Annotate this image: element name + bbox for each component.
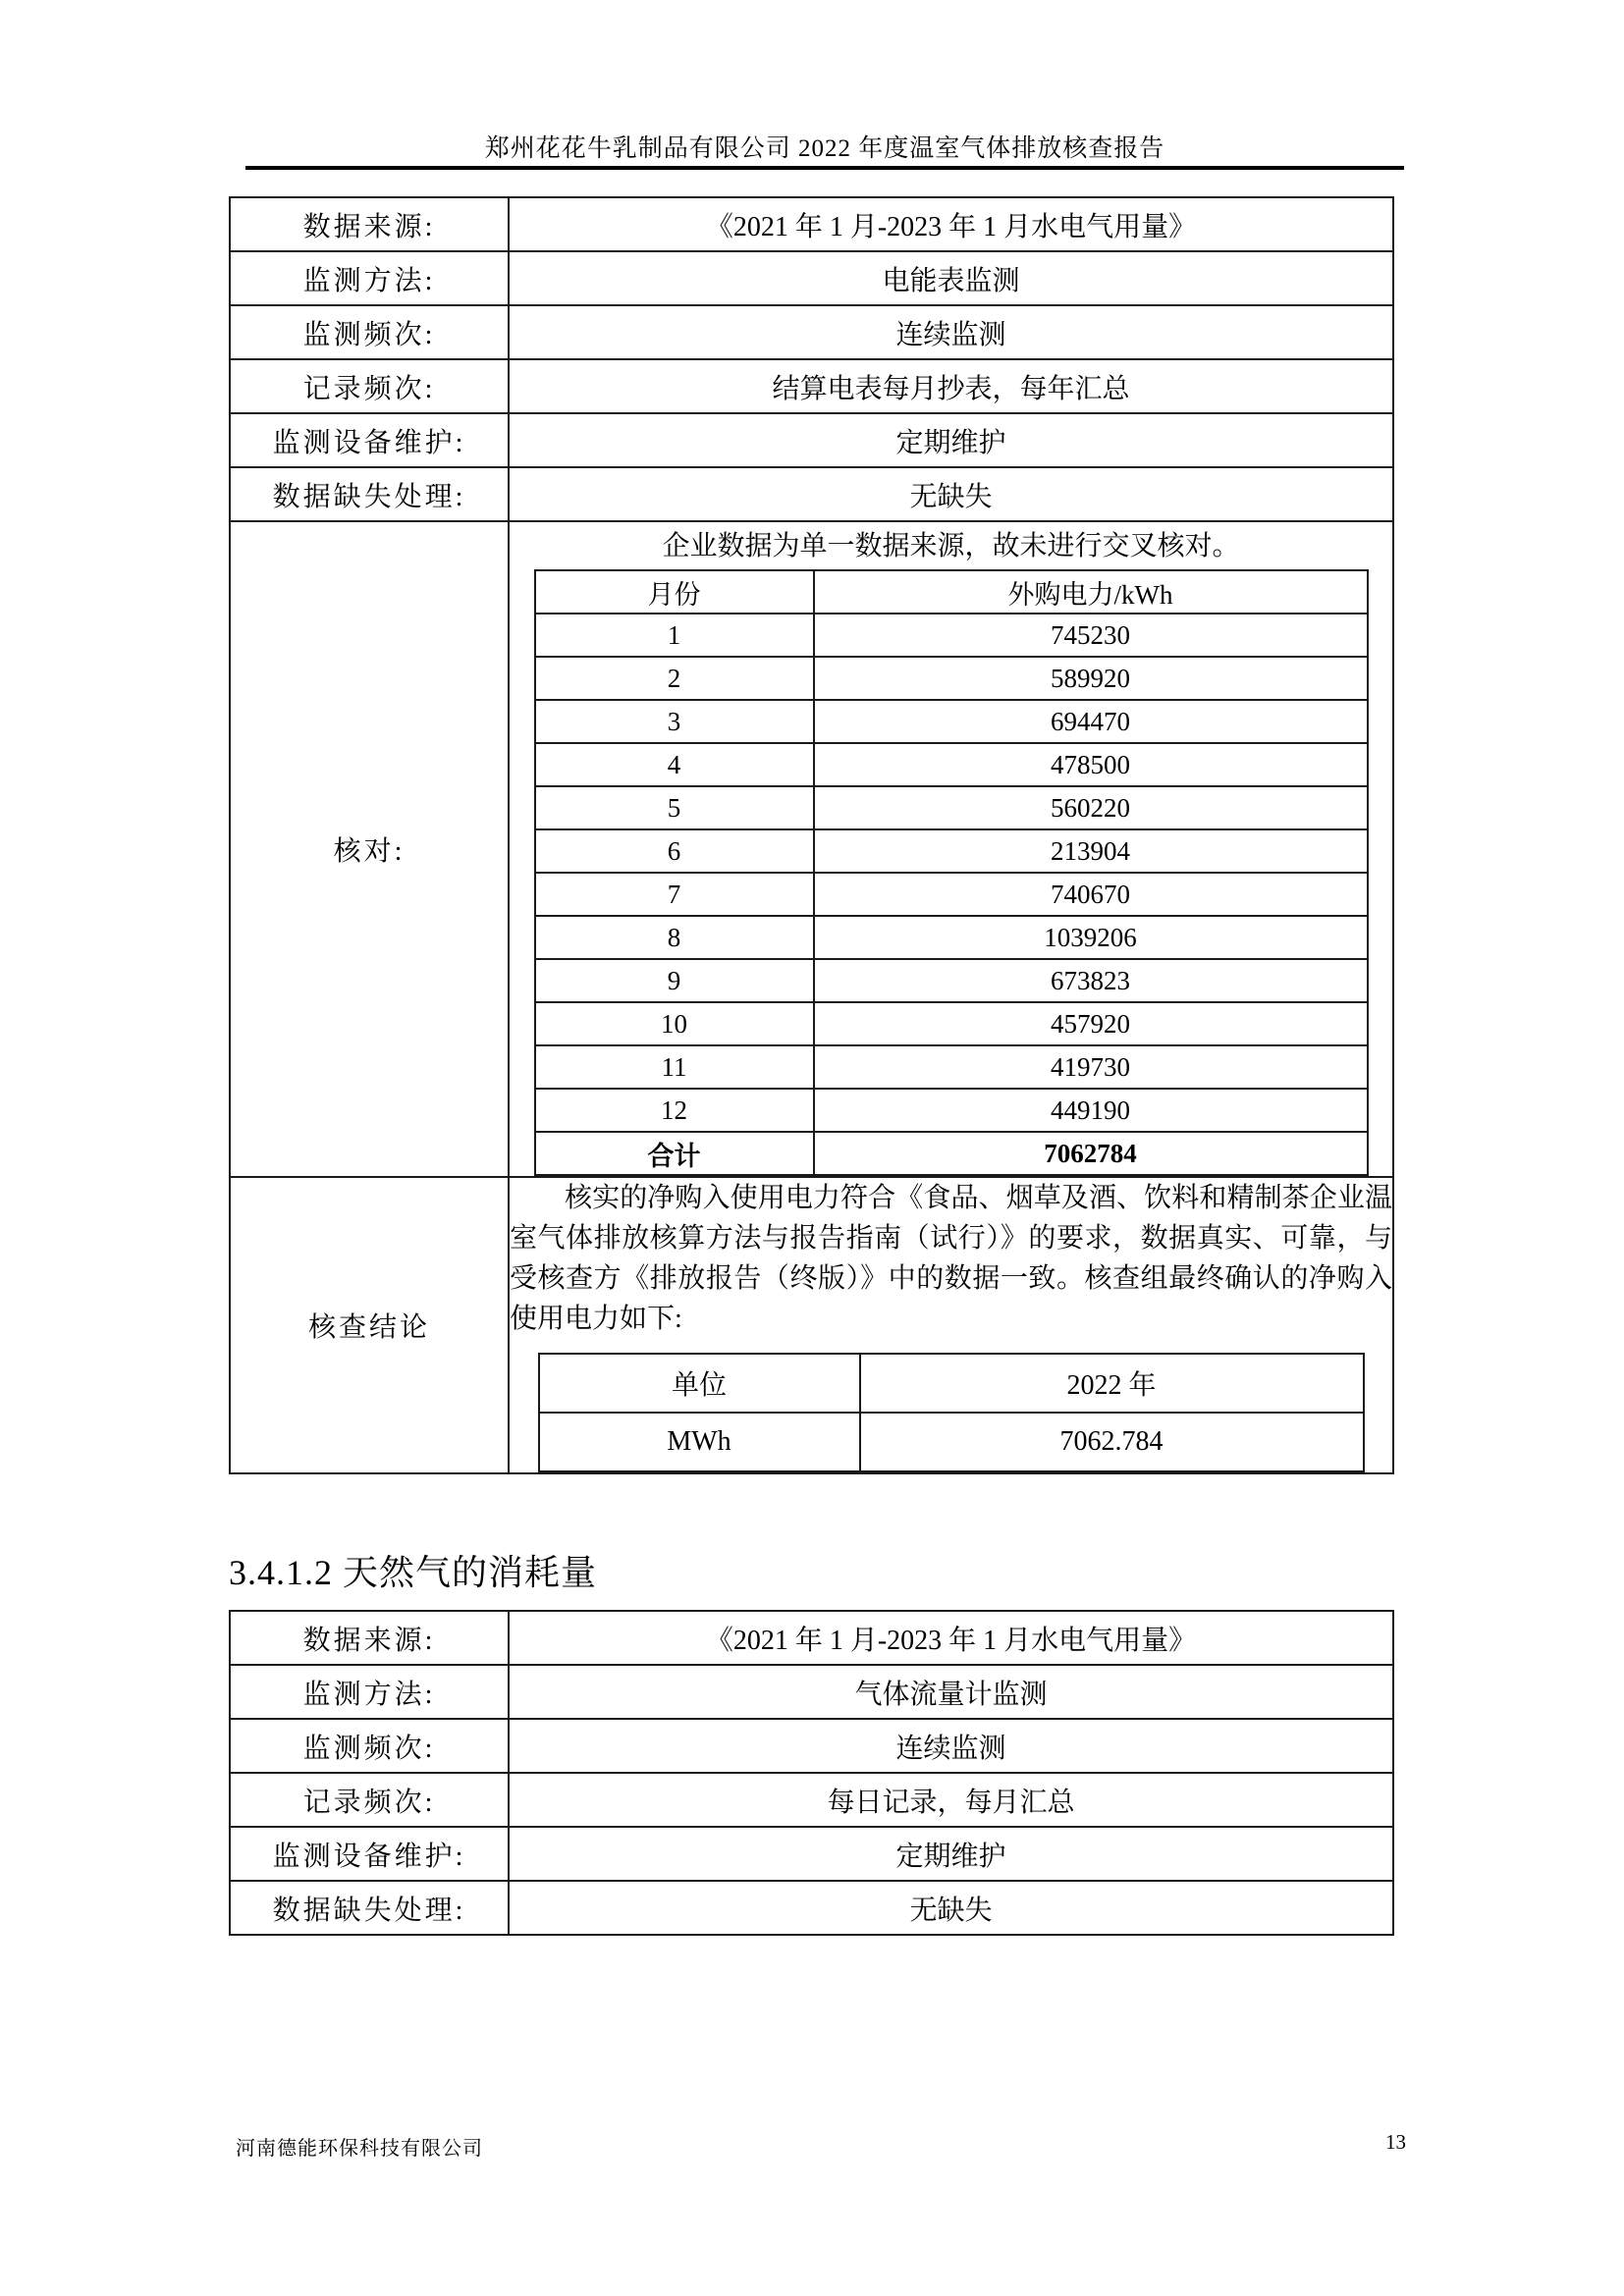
month-cell: 7 (535, 873, 814, 916)
section-heading-natural-gas: 3.4.1.2 天然气的消耗量 (229, 1553, 598, 1592)
month-cell: 3 (535, 700, 814, 743)
row-label-device-maintenance: 监测设备维护: (230, 1827, 509, 1881)
row-value-monitor-frequency: 连续监测 (509, 305, 1393, 359)
total-value-cell: 7062784 (814, 1132, 1368, 1175)
page-header-title: 郑州花花牛乳制品有限公司 2022 年度温室气体排放核查报告 (484, 135, 1165, 162)
row-value-monitor-method: 电能表监测 (509, 251, 1393, 305)
table-row (230, 1827, 1393, 1881)
table-row (230, 1719, 1393, 1773)
verified-electricity-summary-table (538, 1353, 1365, 1472)
month-cell: 1 (535, 614, 814, 657)
footer-page-number: 13 (1385, 2130, 1406, 2154)
gas-monitoring-table (229, 1610, 1394, 1936)
table-row (230, 305, 1393, 359)
table-row (230, 251, 1393, 305)
monthly-row (535, 743, 1368, 786)
conclusion-row (230, 1177, 1393, 1473)
month-cell: 5 (535, 786, 814, 829)
check-row-content (509, 521, 1393, 1177)
monthly-row (535, 959, 1368, 1002)
month-cell: 9 (535, 959, 814, 1002)
summary-unit-value: MWh (539, 1413, 860, 1471)
total-label-cell: 合计 (535, 1132, 814, 1175)
monthly-header-row (535, 570, 1368, 614)
month-cell: 2 (535, 657, 814, 700)
row-label-data-source: 数据来源: (230, 1611, 509, 1665)
month-cell: 11 (535, 1045, 814, 1089)
row-value-data-source: 《2021 年 1 月-2023 年 1 月水电气用量》 (509, 197, 1393, 251)
row-label-monitor-method: 监测方法: (230, 251, 509, 305)
row-label-monitor-frequency: 监测频次: (230, 305, 509, 359)
month-cell: 6 (535, 829, 814, 873)
month-cell: 10 (535, 1002, 814, 1045)
kwh-cell: 740670 (814, 873, 1368, 916)
summary-header-row (539, 1354, 1364, 1413)
table-row (230, 1665, 1393, 1719)
conclusion-row-content (509, 1177, 1393, 1473)
row-value-device-maintenance: 定期维护 (509, 1827, 1393, 1881)
monthly-electricity-table (534, 569, 1369, 1176)
row-label-missing-data: 数据缺失处理: (230, 467, 509, 521)
monthly-header-month: 月份 (535, 570, 814, 614)
monthly-row (535, 1089, 1368, 1132)
monthly-row (535, 873, 1368, 916)
month-cell: 8 (535, 916, 814, 959)
check-row (230, 521, 1393, 1177)
monthly-row (535, 786, 1368, 829)
kwh-cell: 1039206 (814, 916, 1368, 959)
monthly-row (535, 700, 1368, 743)
summary-unit-header: 单位 (539, 1354, 860, 1413)
kwh-cell: 213904 (814, 829, 1368, 873)
table-row (230, 359, 1393, 413)
monthly-header-kwh: 外购电力/kWh (814, 570, 1368, 614)
header-rule (245, 166, 1404, 170)
row-label-monitor-method: 监测方法: (230, 1665, 509, 1719)
row-value-missing-data: 无缺失 (509, 1881, 1393, 1935)
kwh-cell: 560220 (814, 786, 1368, 829)
table-row (230, 1881, 1393, 1935)
conclusion-row-label: 核查结论 (230, 1177, 509, 1473)
kwh-cell: 457920 (814, 1002, 1368, 1045)
kwh-cell: 478500 (814, 743, 1368, 786)
footer-company-name: 河南德能环保科技有限公司 (236, 2138, 483, 2160)
row-value-monitor-frequency: 连续监测 (509, 1719, 1393, 1773)
row-value-record-frequency: 每日记录，每月汇总 (509, 1773, 1393, 1827)
month-cell: 12 (535, 1089, 814, 1132)
kwh-cell: 449190 (814, 1089, 1368, 1132)
row-value-data-source: 《2021 年 1 月-2023 年 1 月水电气用量》 (509, 1611, 1393, 1665)
table-row (230, 1773, 1393, 1827)
row-label-data-source: 数据来源: (230, 197, 509, 251)
electricity-monitoring-table (229, 196, 1394, 1474)
table-row (230, 413, 1393, 467)
summary-year-value: 7062.784 (860, 1413, 1364, 1471)
table-row (230, 467, 1393, 521)
check-row-label: 核对: (230, 521, 509, 1177)
kwh-cell: 745230 (814, 614, 1368, 657)
summary-value-row (539, 1413, 1364, 1471)
kwh-cell: 694470 (814, 700, 1368, 743)
row-label-monitor-frequency: 监测频次: (230, 1719, 509, 1773)
monthly-total-row (535, 1132, 1368, 1175)
monthly-row (535, 1002, 1368, 1045)
summary-year-header: 2022 年 (860, 1354, 1364, 1413)
row-label-missing-data: 数据缺失处理: (230, 1881, 509, 1935)
table-row (230, 1611, 1393, 1665)
month-cell: 4 (535, 743, 814, 786)
row-value-device-maintenance: 定期维护 (509, 413, 1393, 467)
monthly-row (535, 614, 1368, 657)
row-value-record-frequency: 结算电表每月抄表，每年汇总 (509, 359, 1393, 413)
row-value-missing-data: 无缺失 (509, 467, 1393, 521)
conclusion-text: 核实的净购入使用电力符合《食品、烟草及酒、饮料和精制茶企业温室气体排放核算方法与报告指南（试行）》的要求，数据真实、可靠，与受核查方《排放报告（终版）》中的数据一致。核查组最终确认的净购入使用电力如下: (510, 1183, 1392, 1334)
check-note: 企业数据为单一数据来源，故未进行交叉核对。 (662, 531, 1240, 561)
row-label-device-maintenance: 监测设备维护: (230, 413, 509, 467)
monthly-row (535, 657, 1368, 700)
monthly-row (535, 916, 1368, 959)
row-label-record-frequency: 记录频次: (230, 359, 509, 413)
row-label-record-frequency: 记录频次: (230, 1773, 509, 1827)
table-row (230, 197, 1393, 251)
kwh-cell: 589920 (814, 657, 1368, 700)
monthly-row (535, 1045, 1368, 1089)
kwh-cell: 419730 (814, 1045, 1368, 1089)
monthly-row (535, 829, 1368, 873)
kwh-cell: 673823 (814, 959, 1368, 1002)
row-value-monitor-method: 气体流量计监测 (509, 1665, 1393, 1719)
